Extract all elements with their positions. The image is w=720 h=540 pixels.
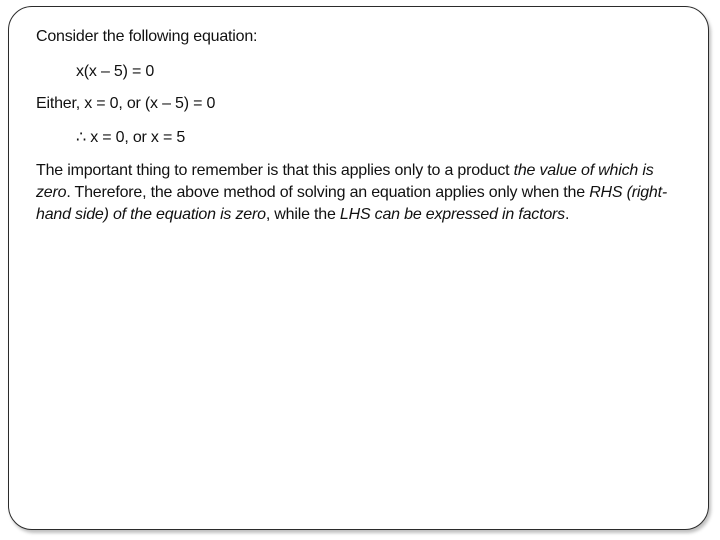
- explanation-paragraph: [36, 160, 670, 226]
- conclusion-text: x = 0, or x = 5: [90, 129, 186, 146]
- paragraph-text-2: . Therefore, the above method of solving an equation applies only when the: [66, 184, 590, 201]
- paragraph-italic-2: RHS (right-hand side) of the equation is zero: [36, 184, 667, 223]
- slide-frame: [8, 6, 709, 530]
- conclusion-line: [76, 129, 185, 147]
- therefore-symbol: ∴: [76, 129, 86, 146]
- intro-text: Consider the following equation:: [36, 28, 258, 45]
- paragraph-text-3: , while the: [265, 206, 340, 223]
- equation-text: x(x – 5) = 0: [76, 63, 155, 80]
- paragraph-italic-3: LHS can be expressed in factors: [339, 206, 565, 223]
- paragraph-italic-1: the value of which is zero: [36, 162, 654, 201]
- paragraph-text-4: .: [564, 206, 570, 223]
- either-text: Either, x = 0, or (x – 5) = 0: [36, 95, 216, 112]
- paragraph-text-1: The important thing to remember is that this applies only to a product: [36, 162, 514, 179]
